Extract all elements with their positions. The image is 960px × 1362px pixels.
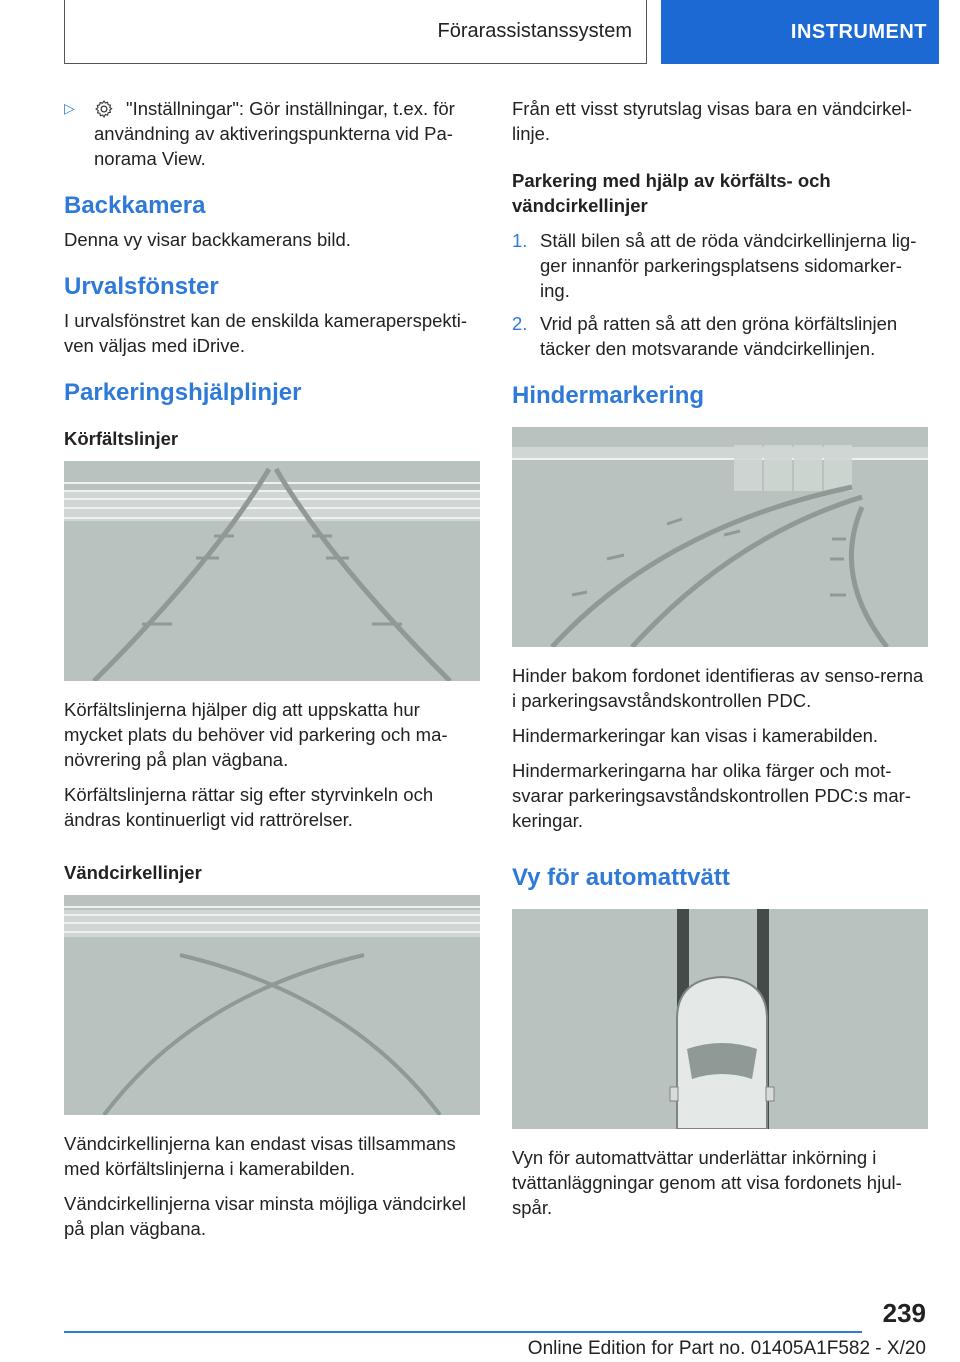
footer-divider: [64, 1331, 862, 1333]
heading-hindermarkering: Hindermarkering: [512, 382, 705, 409]
turning-circle-illustration: [64, 895, 480, 1115]
text-hinder-3: Hindermarkeringarna har olika färger och mot-svarar parkeringsavståndskontrollen PDC:s mar-keringar.: [512, 760, 911, 831]
chapter-title: INSTRUMENT: [790, 20, 927, 43]
text-hinder-1: Hinder bakom fordonet identifieras av senso-rerna i parkeringsavståndskontrollen PDC.: [512, 665, 924, 711]
triangle-bullet-icon: ▷: [64, 100, 75, 116]
heading-urvalsfonster: Urvalsfönster: [64, 273, 219, 300]
text-vy: Vyn för automattvättar underlättar inkörning i tvättanläggningar genom att visa fordonets hjul-spår.: [512, 1147, 902, 1218]
settings-bullet: [64, 96, 482, 171]
step-text: Ställ bilen så att de röda vändcirkellinjerna lig-ger innanför parkeringsplatsens sidomarker-ing.: [540, 230, 917, 301]
text-backkamera: Denna vy visar backkamerans bild.: [64, 229, 351, 250]
header-chapter-tab[interactable]: [661, 0, 939, 64]
header-section: [64, 0, 647, 64]
heading-parkeringshjalplinjer: Parkeringshjälplinjer: [64, 379, 302, 406]
footer-edition: Online Edition for Part no. 01405A1F582 - X/20: [527, 1338, 926, 1359]
lane-lines-illustration: [64, 461, 480, 681]
subheading-vandcirkellinjer: Vändcirkellinjer: [64, 862, 202, 883]
text-urvalsfonster: I urvalsfönstret kan de enskilda kameraperspekti-ven väljas med iDrive.: [64, 310, 468, 356]
step-number: 2.: [512, 313, 528, 334]
obstacle-marking-illustration: [512, 427, 928, 647]
settings-text: "Inställningar": Gör inställningar, t.ex. för användning av aktiveringspunkterna vid Pa-norama View.: [94, 98, 455, 169]
text-korfalt-2: Körfältslinjerna rättar sig efter styrvinkeln och ändras kontinuerligt vid rattrörelser.: [64, 784, 434, 830]
gear-icon: [94, 99, 114, 119]
section-title: Förarassistanssystem: [437, 20, 632, 42]
right-column: [512, 96, 930, 1230]
car-wash-view-illustration: [512, 909, 928, 1129]
text-intro: Från ett visst styrutslag visas bara en vändcirkel-linje.: [512, 98, 912, 144]
steps-list: [512, 228, 930, 361]
page-number: 239: [882, 1298, 926, 1328]
left-column: [64, 96, 482, 1251]
list-item: [512, 311, 930, 361]
text-korfalt-1: Körfältslinjerna hjälper dig att uppskatta hur mycket plats du behöver vid parkering och ma-növrering på plan vägbana.: [64, 699, 448, 770]
heading-backkamera: Backkamera: [64, 192, 206, 219]
text-vand-1: Vändcirkellinjerna kan endast visas tillsammans med körfältslinjerna i kamerabilden.: [64, 1133, 456, 1179]
step-number: 1.: [512, 230, 528, 251]
text-hinder-2: Hindermarkeringar kan visas i kamerabilden.: [512, 725, 879, 746]
heading-vy-automattvatt: Vy för automattvätt: [512, 864, 730, 891]
list-item: [512, 228, 930, 303]
subheading-korfaltslinjer: Körfältslinjer: [64, 428, 179, 449]
step-text: Vrid på ratten så att den gröna körfältslinjen täcker den motsvarande vändcirkellinjen.: [540, 313, 898, 359]
text-vand-2: Vändcirkellinjerna visar minsta möjliga vändcirkel på plan vägbana.: [64, 1193, 467, 1239]
subheading-parkering-hjalp: Parkering med hjälp av körfälts- och vändcirkellinjer: [512, 170, 831, 216]
